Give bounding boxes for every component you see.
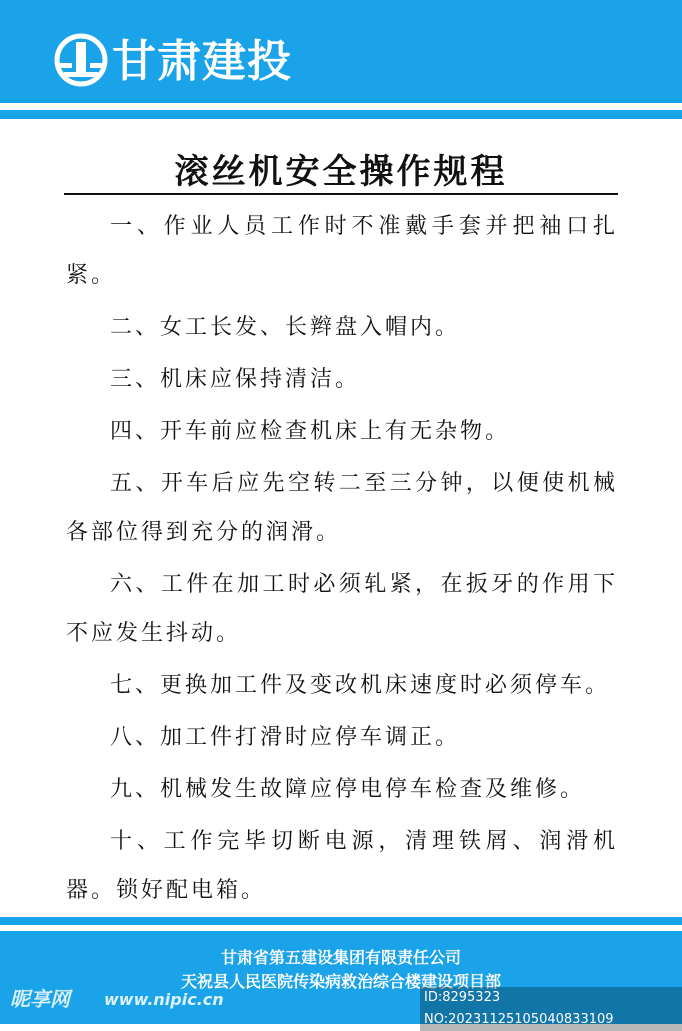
rule-item: 七、更换加工件及变改机床速度时必须停车。: [110, 673, 611, 698]
rules-list: [66, 202, 618, 918]
watermark-logo: 昵享网: [10, 987, 70, 1011]
rule-item: 八、加工件打滑时应停车调正。: [110, 725, 461, 750]
watermark-id: ID:8295323 NO:20231125105040833109: [420, 987, 682, 1031]
rule-item: 十、工作完毕切断电源，清理铁屑、润滑机器。锁好配电箱。: [66, 829, 618, 903]
rule-item: 三、机床应保持清洁。: [110, 367, 361, 392]
watermark-url: www.nipic.cn: [104, 990, 224, 1009]
title-divider: [64, 193, 618, 195]
rule-item: 六、工件在加工时必须轧紧，在扳牙的作用下不应发生抖动。: [66, 572, 618, 646]
footer-banner: [0, 931, 682, 1027]
header-stripe: [0, 110, 682, 119]
footer-stripe: [0, 917, 682, 925]
brand-name: 甘肃建投: [112, 36, 292, 87]
rule-item: 四、开车前应检查机床上有无杂物。: [110, 419, 511, 444]
footer-company: 甘肃省第五建设集团有限责任公司: [220, 948, 461, 967]
rule-item: 二、女工长发、长辫盘入帽内。: [110, 315, 461, 340]
rule-item: 一、作业人员工作时不准戴手套并把袖口扎紧。: [66, 214, 618, 288]
rule-item: 九、机械发生故障应停电停车检查及维修。: [110, 777, 586, 802]
company-logo-icon: [54, 33, 108, 87]
page-title: 滚丝机安全操作规程: [174, 152, 508, 192]
header-banner: [0, 0, 682, 103]
rule-item: 五、开车后应先空转二至三分钟，以便使机械各部位得到充分的润滑。: [66, 471, 618, 545]
footer-project: 天祝县人民医院传染病救治综合楼建设项目部: [180, 972, 501, 991]
